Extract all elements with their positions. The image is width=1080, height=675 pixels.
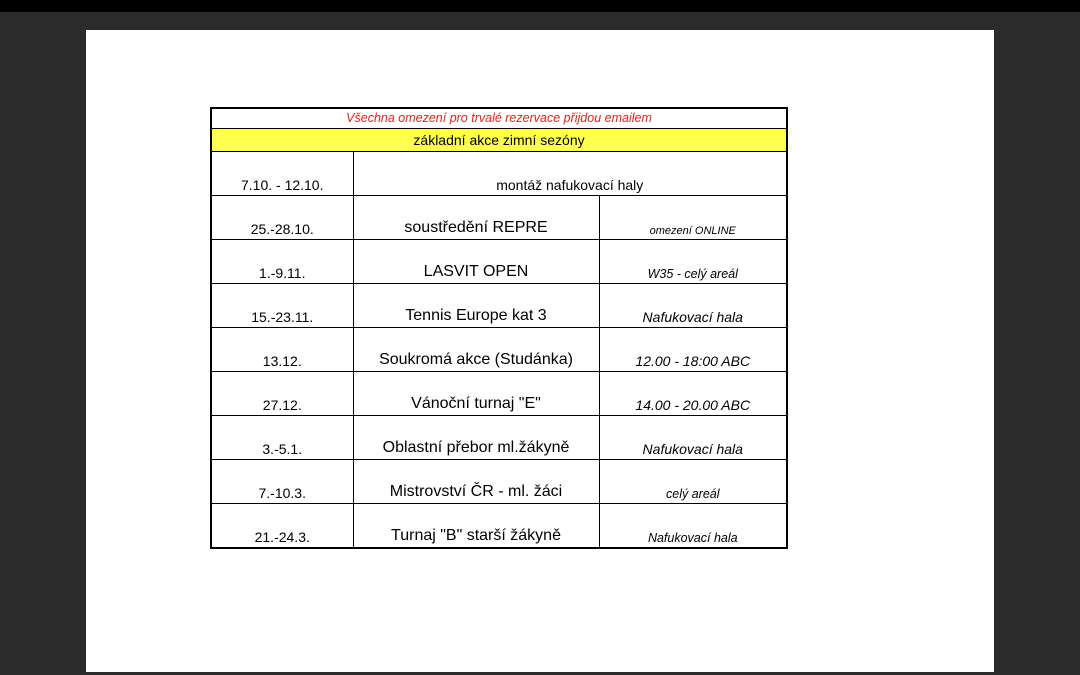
table-row	[211, 372, 787, 416]
event-date: 7.-10.3.	[211, 460, 353, 504]
event-name: montáž nafukovací haly	[353, 152, 787, 196]
event-date: 25.-28.10.	[211, 196, 353, 240]
notice-row	[211, 108, 787, 129]
event-name: soustředění REPRE	[353, 196, 599, 240]
table-row	[211, 504, 787, 549]
table-row	[211, 196, 787, 240]
event-name: Mistrovství ČR - ml. žáci	[353, 460, 599, 504]
event-date: 27.12.	[211, 372, 353, 416]
viewer-top-bar	[0, 0, 1080, 12]
event-note: W35 - celý areál	[599, 240, 787, 284]
event-date: 7.10. - 12.10.	[211, 152, 353, 196]
event-note: Nafukovací hala	[599, 416, 787, 460]
event-name: Oblastní přebor ml.žákyně	[353, 416, 599, 460]
table-row	[211, 284, 787, 328]
event-date: 13.12.	[211, 328, 353, 372]
document-page	[86, 30, 994, 672]
event-name: Vánoční turnaj "E"	[353, 372, 599, 416]
table-row	[211, 328, 787, 372]
table-row	[211, 460, 787, 504]
event-date: 3.-5.1.	[211, 416, 353, 460]
event-name: Tennis Europe kat 3	[353, 284, 599, 328]
notice-text: Všechna omezení pro trvalé rezervace přijdou emailem	[211, 108, 787, 129]
event-date: 15.-23.11.	[211, 284, 353, 328]
event-name: Soukromá akce (Studánka)	[353, 328, 599, 372]
table-row	[211, 416, 787, 460]
event-note: Nafukovací hala	[599, 504, 787, 549]
event-note: 14.00 - 20.00 ABC	[599, 372, 787, 416]
events-table	[210, 107, 788, 549]
table-row	[211, 240, 787, 284]
table-row	[211, 152, 787, 196]
event-date: 1.-9.11.	[211, 240, 353, 284]
event-name: LASVIT OPEN	[353, 240, 599, 284]
event-date: 21.-24.3.	[211, 504, 353, 549]
event-note: omezení ONLINE	[599, 196, 787, 240]
season-title: základní akce zimní sezóny	[211, 129, 787, 152]
season-title-row	[211, 129, 787, 152]
event-note: 12.00 - 18:00 ABC	[599, 328, 787, 372]
event-note: celý areál	[599, 460, 787, 504]
event-name: Turnaj "B" starší žákyně	[353, 504, 599, 549]
event-note: Nafukovací hala	[599, 284, 787, 328]
